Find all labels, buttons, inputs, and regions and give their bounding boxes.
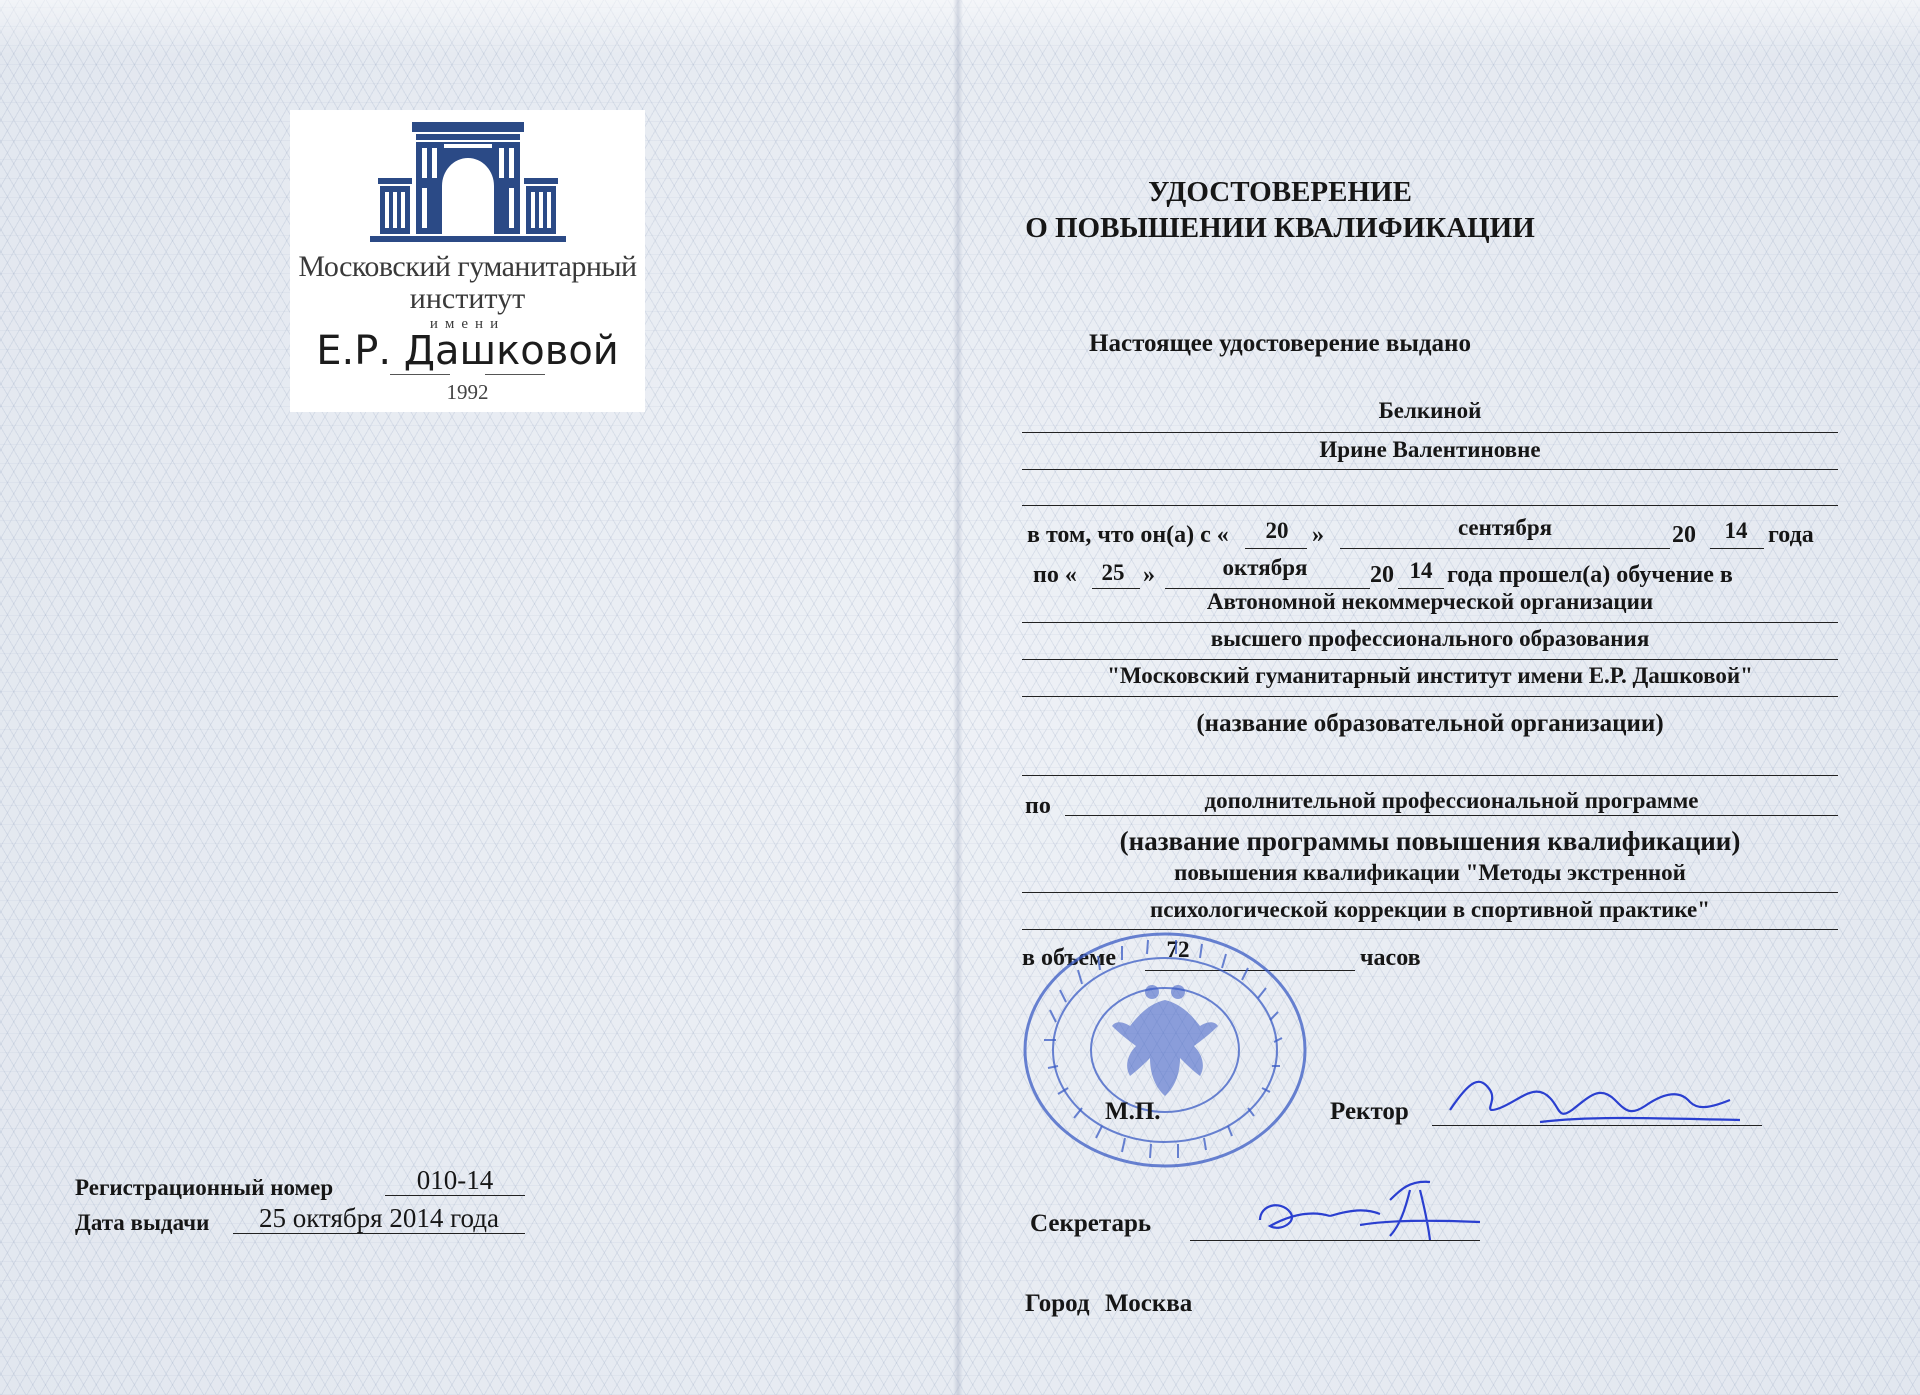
from-year-word: года <box>1768 522 1814 548</box>
program-line-2-rule <box>1022 892 1838 893</box>
from-month: сентября <box>1457 515 1553 540</box>
left-page <box>0 0 958 1395</box>
completed-text: года прошел(а) обучение в <box>1447 562 1733 588</box>
from-year-prefix: 20 <box>1672 522 1696 548</box>
to-quote-close: » <box>1143 562 1155 588</box>
logo-line-4: Е.Р. Дашковой <box>316 328 619 374</box>
city-label: Город <box>1025 1290 1090 1317</box>
certificate-title: УДОСТОВЕРЕНИЕ <box>1148 176 1412 208</box>
from-quote-close: » <box>1312 522 1324 548</box>
registration-number-label: Регистрационный номер <box>75 1175 334 1200</box>
org-line-3-rule <box>1022 696 1838 697</box>
recipient-name: Ирине Валентиновне <box>1319 437 1541 462</box>
certificate-subtitle: О ПОВЫШЕНИИ КВАЛИФИКАЦИИ <box>1025 212 1535 244</box>
blank-line-1 <box>1022 505 1838 506</box>
logo-year: 1992 <box>446 380 489 404</box>
program-caption: (название программы повышения квалификации) <box>1119 826 1741 856</box>
from-year-line <box>1710 548 1764 549</box>
issue-date-label: Дата выдачи <box>75 1210 210 1235</box>
issued-to-text: Настоящее удостоверение выдано <box>1089 330 1471 357</box>
rector-label: Ректор <box>1330 1098 1409 1125</box>
org-caption: (название образовательной организации) <box>1196 710 1664 737</box>
to-year: 14 <box>1409 558 1433 583</box>
recipient-surname: Белкиной <box>1378 398 1482 423</box>
blank-line-2 <box>1022 775 1838 776</box>
to-day: 25 <box>1101 560 1125 585</box>
logo-line-1: Московский гуманитарный <box>298 250 637 283</box>
hours-value: 72 <box>1166 937 1190 962</box>
logo-line-3: имени <box>429 316 506 332</box>
org-line-3: "Московский гуманитарный институт имени Е.Р. Дашковой" <box>1107 663 1753 688</box>
official-seal <box>1020 930 1310 1170</box>
program-prefix: по <box>1025 793 1051 819</box>
ornament-right <box>485 374 545 375</box>
surname-line <box>1022 432 1838 433</box>
from-year: 14 <box>1724 518 1748 543</box>
to-year-prefix: 20 <box>1370 562 1394 588</box>
period-from-prefix: в том, что он(а) с « <box>1027 522 1229 548</box>
program-line-3: психологической коррекции в спортивной практике" <box>1149 897 1711 922</box>
city-value: Москва <box>1105 1290 1193 1317</box>
seal-label: М.П. <box>1105 1098 1161 1125</box>
rector-signature <box>1440 1060 1760 1140</box>
org-line-1: Автономной некоммерческой организации <box>1206 589 1654 614</box>
name-line <box>1022 469 1838 470</box>
program-line-2: повышения квалификации "Методы экстренной <box>1174 860 1686 885</box>
program-line-1: дополнительной профессиональной программе <box>1204 788 1699 813</box>
to-month: октября <box>1222 555 1308 580</box>
logo-line-2: институт <box>409 282 526 315</box>
org-line-2-rule <box>1022 659 1838 660</box>
secretary-signature <box>1240 1170 1490 1250</box>
secretary-label: Секретарь <box>1030 1210 1152 1237</box>
institute-logo <box>290 110 645 412</box>
from-day-line <box>1245 548 1307 549</box>
hours-label: в объеме <box>1022 945 1117 971</box>
ornament-left <box>390 374 450 375</box>
program-line-1-rule <box>1065 815 1838 816</box>
org-line-1-rule <box>1022 622 1838 623</box>
from-month-line <box>1340 548 1670 549</box>
issue-date-value: 25 октября 2014 года <box>233 1203 525 1234</box>
org-line-2: высшего профессионального образования <box>1210 626 1650 651</box>
hours-unit: часов <box>1360 945 1421 971</box>
arch-emblem-icon <box>370 122 566 247</box>
registration-number-value: 010-14 <box>385 1165 525 1196</box>
from-day: 20 <box>1265 518 1289 543</box>
period-to-prefix: по « <box>1033 562 1077 588</box>
